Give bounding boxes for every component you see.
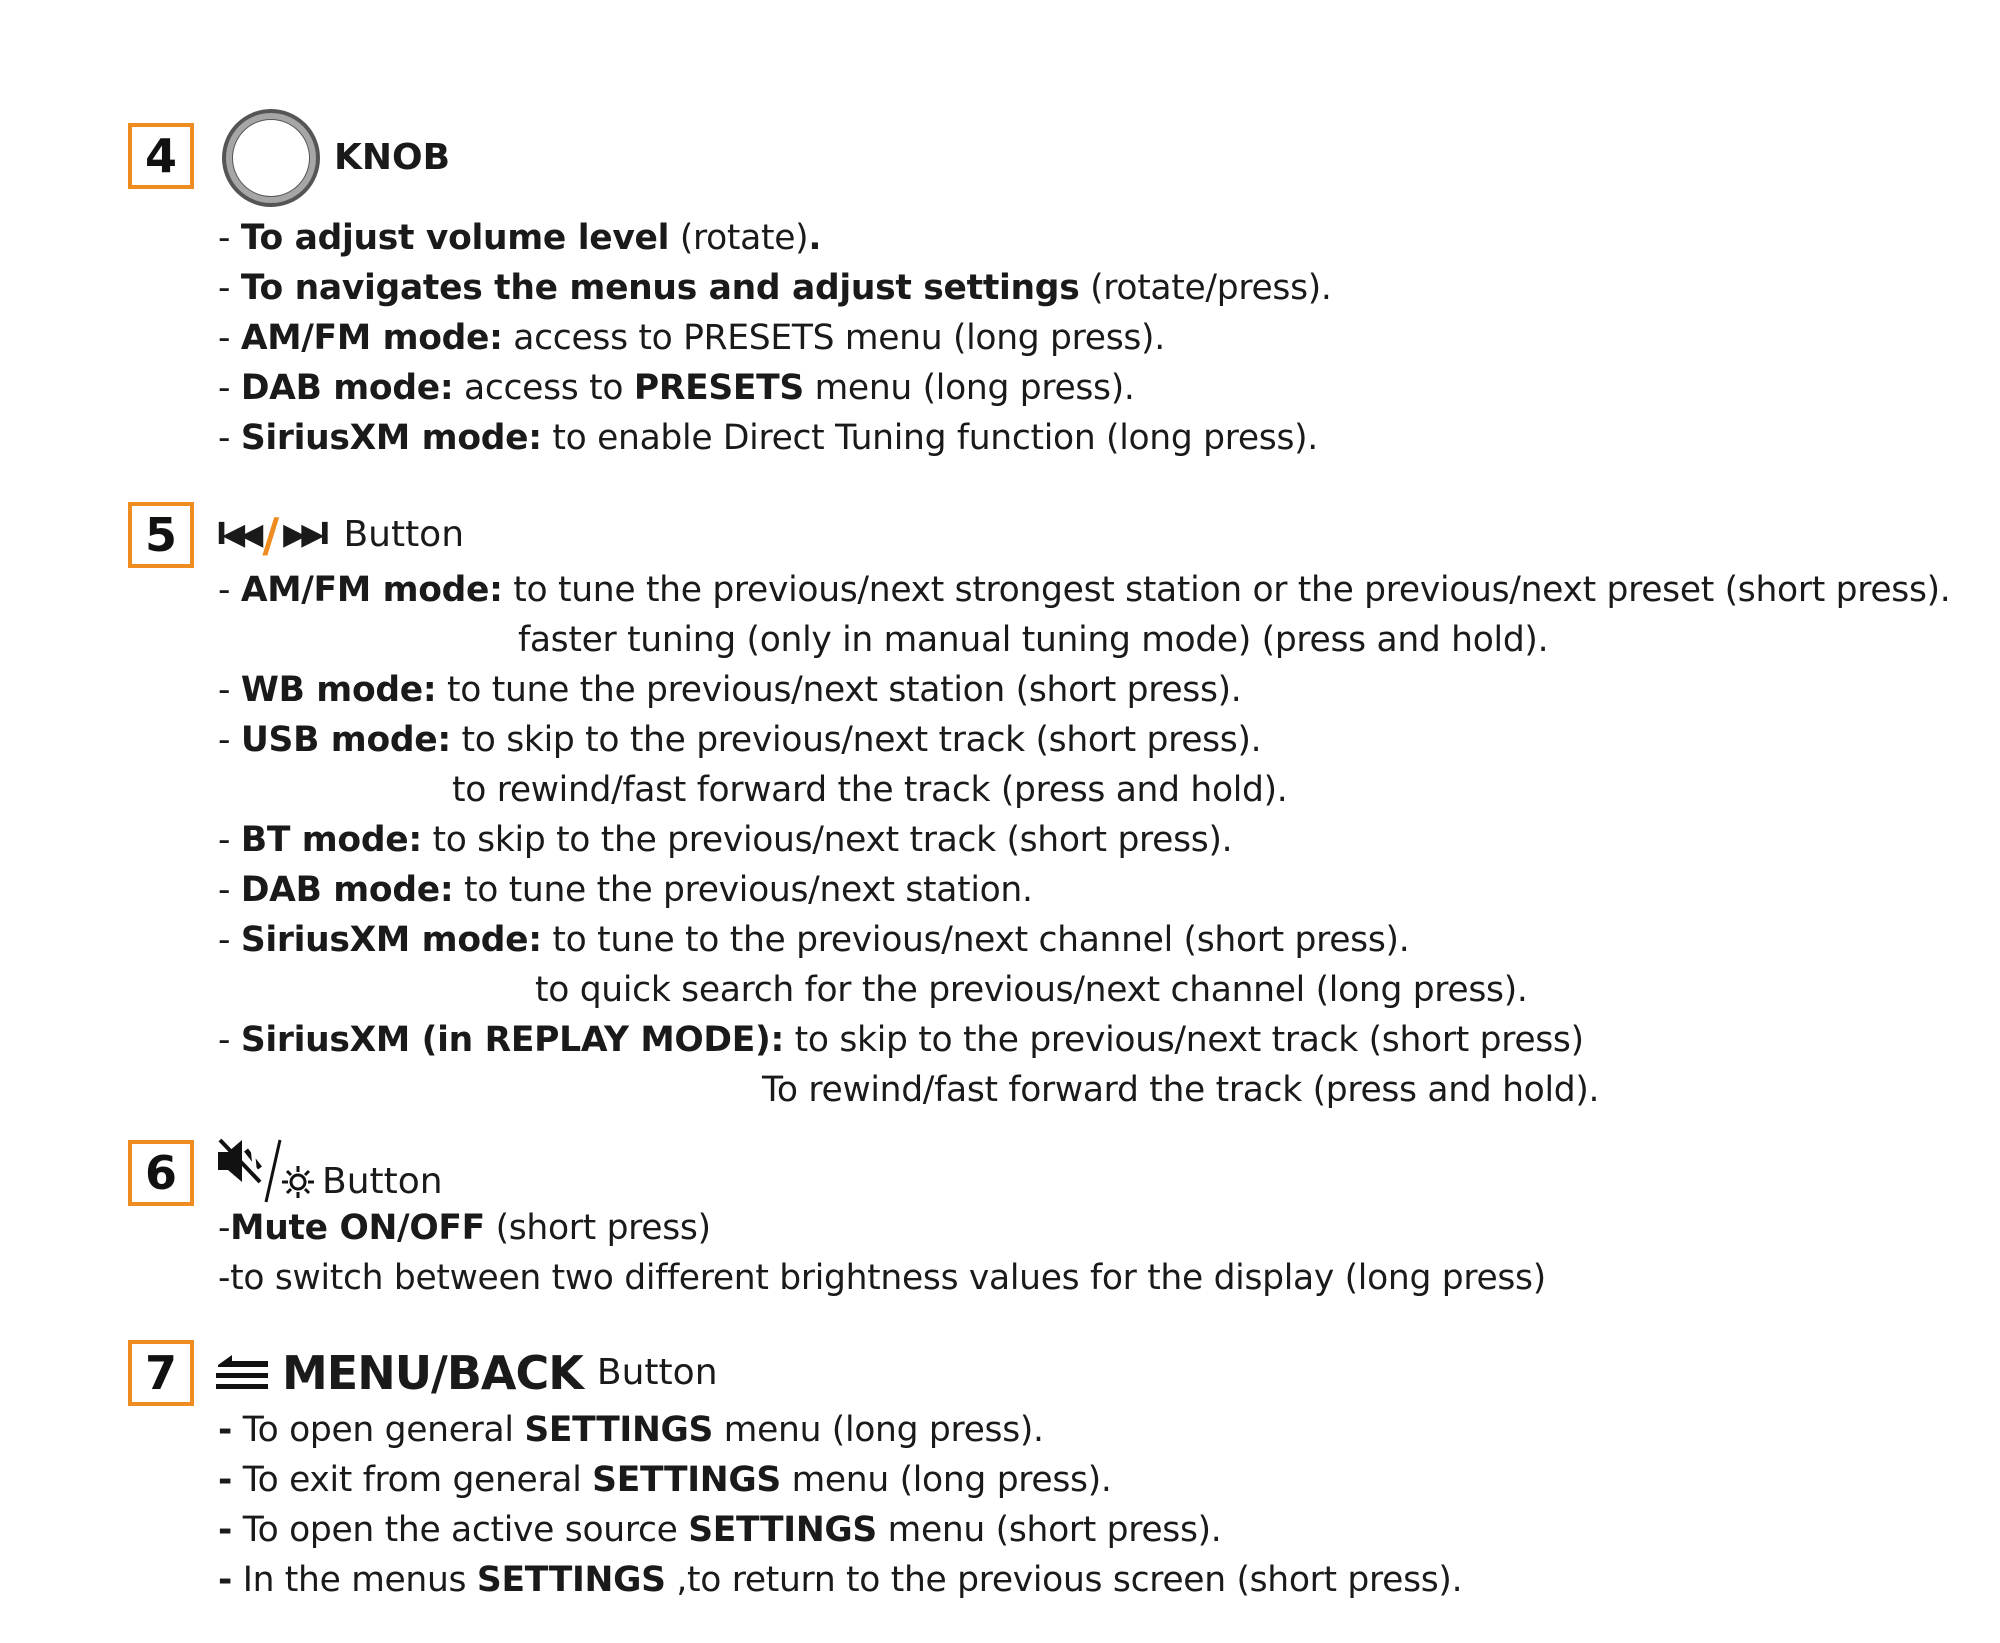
sec5-line-7: - SiriusXM (in REPLAY MODE): to skip to the previous/next track (short press): [218, 1020, 1584, 1060]
sec5-line-1: - AM/FM mode: to tune the previous/next strongest station or the previous/next preset (short press).: [218, 570, 1951, 610]
sec7-line-4: - In the menus SETTINGS ,to return to the previous screen (short press).: [218, 1560, 1463, 1600]
slash-separator: /: [262, 508, 280, 562]
sec5-line-1-continued: faster tuning (only in manual tuning mode) (press and hold).: [518, 620, 1549, 660]
knob-title: KNOB: [334, 137, 451, 178]
menu-back-title: MENU/BACK: [282, 1346, 583, 1400]
sec5-line-5: - DAB mode: to tune the previous/next station.: [218, 870, 1033, 910]
section-number-5: 5: [128, 502, 194, 568]
skip-button-header: [216, 510, 464, 560]
skip-button-label: Button: [343, 514, 465, 555]
sec7-line-1: - To open general SETTINGS menu (long press).: [218, 1410, 1044, 1450]
sec7-line-3: - To open the active source SETTINGS menu (short press).: [218, 1510, 1222, 1550]
mute-button-header: [216, 1138, 443, 1204]
sec4-line-4: - DAB mode: access to PRESETS menu (long press).: [218, 368, 1135, 408]
sec6-line-1: -Mute ON/OFF (short press): [218, 1208, 711, 1248]
sec5-line-3: - USB mode: to skip to the previous/next track (short press).: [218, 720, 1262, 760]
mute-brightness-icon: [216, 1138, 316, 1204]
knob-icon: [222, 109, 320, 207]
next-track-icon: ▶▶I: [283, 517, 326, 552]
sec5-line-3-continued: to rewind/fast forward the track (press and hold).: [452, 770, 1288, 810]
mute-icon: [218, 1140, 260, 1182]
brightness-icon: [282, 1166, 314, 1198]
sec6-line-2: -to switch between two different brightness values for the display (long press): [218, 1258, 1546, 1298]
sec4-line-3: - AM/FM mode: access to PRESETS menu (long press).: [218, 318, 1165, 358]
sec5-line-6-continued: to quick search for the previous/next channel (long press).: [535, 970, 1528, 1010]
menu-back-icon: [214, 1353, 270, 1393]
sec5-line-4: - BT mode: to skip to the previous/next track (short press).: [218, 820, 1233, 860]
sec7-line-2: - To exit from general SETTINGS menu (long press).: [218, 1460, 1112, 1500]
mute-button-label: Button: [322, 1161, 443, 1202]
section-number-4: 4: [128, 123, 194, 189]
sec4-line-5: - SiriusXM mode: to enable Direct Tuning function (long press).: [218, 418, 1318, 458]
sec5-line-6: - SiriusXM mode: to tune to the previous/next channel (short press).: [218, 920, 1410, 960]
sec5-line-7-continued: To rewind/fast forward the track (press and hold).: [762, 1070, 1600, 1110]
knob-header: [222, 104, 450, 212]
menu-back-header: [214, 1346, 718, 1400]
section-number-7: 7: [128, 1340, 194, 1406]
section-number-6: 6: [128, 1140, 194, 1206]
sec5-line-2: - WB mode: to tune the previous/next station (short press).: [218, 670, 1242, 710]
previous-track-icon: I◀◀: [216, 517, 259, 552]
sec4-line-2: - To navigates the menus and adjust settings (rotate/press).: [218, 268, 1332, 308]
menu-back-label: Button: [596, 1352, 718, 1393]
sec4-line-1: - To adjust volume level (rotate).: [218, 218, 822, 258]
